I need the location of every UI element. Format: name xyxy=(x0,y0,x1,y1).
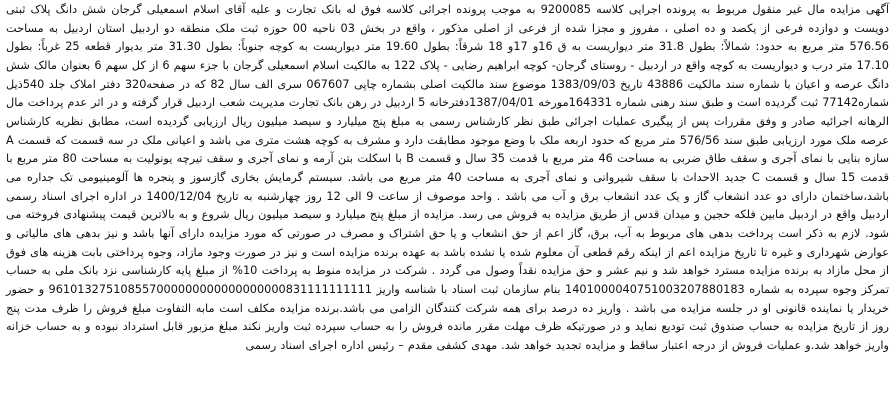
auction-notice-body: آگهی مزایده مال غیر منقول مربوط به پرونده اجرایی کلاسه 9200085 به موجب پرونده اجرائی کلاسه فوق له بانک تجارت و علیه آقای اسلام اسمعیلی گرجان شش دانگ پلاک ثبتی دویست و دوازده فرعی از یکصد و ده اصلی ، مفروز و مجزا شده از فرعی از اصلی مذکور ، واقع در بخش 03 ناحیه 00 حوزه ثبت ملک منطقه دو اردبیل استان اردبیل به مساحت 576.56 متر مربع به حدود: شمالاً: بطول 31.8 متر دیواریست به ق 16و 17و 18 شرقاً: بطول 19.60 متر دیواریست به کوچه جنوباً: بطول 31.30 متر بدیوار قطعه 25 غرباً: بطول 17.10 متر درب و دیواریست به کوچه واقع در اردبیل - روستای گرجان- کوچه ابراهیم رضایی - پلاک 122 به مالکیت اسلام اسمعیلی گرجان با جزء سهم 6 از کل سهم 6 بعنوان مالک شش دانگ عرصه و اعیان با شماره سند مالکیت 43886 تاریخ 1383/09/03 موضوع سند مالکیت اصلی بشماره چاپی 067607 سری الف سال 82 که در صفحه320 دفتر املاک جلد 540ذیل شماره77142 ثبت گردیده است و طبق سند رهنی شماره 164331مورخه 1387/04/01دفترخانه 5 اردبیل در رهن بانک تجارت مدیریت شعب اردبیل قرار گرفته و در اثر عدم پرداخت مال الرهانه اجرائیه صادر و وفق مقررات پس از پیگیری عملیات اجرائی طبق نظر کارشناس رسمی به مبلغ پنج میلیارد و سیصد میلیون ریال ارزیابی گردیده است، مطابق نظریه کارشناس عرصه ملک مورد ارزیابی طبق سند 576/56 متر مربع که حدود اربعه ملک با وضع موجود مطابقت دارد و مشرف به کوچه هشت متری می باشد و اعیانی ملک در سه قسمت که قسمت A سازه بنایی با نمای آجری و سقف طاق ضربی به مساحت 46 متر مربع با قدمت 35 سال و قسمت B با اسکلت بتن آرمه و نمای آجری و سقف تیرچه یونولیت به مساحت 80 متر مربع با قدمت 15 سال و قسمت C جدید الاحداث با سقف شیروانی و نمای آجری به مساحت 40 متر مربع می باشد. سیستم گرمایش بخاری گازسوز و پنجره ها آلومینیومی تک جداره می باشد،ساختمان دارای دو عدد انشعاب گاز و یک عدد انشعاب برق و آب می باشد . واحد موصوف از ساعت 9 الی 12 روز چهارشنبه به تاریخ 1400/12/04 در اداره اجرای اسناد رسمی اردبیل واقع در اردبیل مابین فلکه حجین و میدان قدس از طریق مزایده به فروش می رسد. مزایده از مبلغ پنج میلیارد و سیصد میلیون ریال شروع و به بالاترین قیمت پیشنهادی فروخته می شود. لازم به ذکر است پرداخت بدهی های مربوط به آب، برق، گاز اعم از حق انشعاب و یا حق اشتراک و مصرف در صورتی که مورد مزایده دارای آنها باشد و نیز بدهی های مالیاتی و عوارض شهرداری و غیره تا تاریخ مزایده اعم از اینکه رقم قطعی آن معلوم شده یا نشده باشد به عهده برنده مزایده است و نیز در صورت وجود مازاد، وجوه پرداختی بابت هزینه های فوق از محل مازاد به برنده مزایده مسترد خواهد شد و نیم عشر و حق مزایده نقداً وصول می گردد . شرکت در مزایده منوط به پرداخت 10% از مبلغ پایه کارشناسی نزد بانک ملی به حساب تمرکز وجوه سپرده به شماره 1401000040751003207880183 بنام سازمان ثبت اسناد با شناسه واریز 961013275108557000000000000000000831111111111 و حضور خریدار یا نماینده قانونی او در جلسه مزایده می باشد . واریز ده درصد برای همه شرکت کنندگان الزامی می باشد.برنده مزایده مکلف است مابه التفاوت مبلغ فروش را ظرف مدت پنج روز از تاریخ مزایده به حساب صندوق ثبت تودیع نماید و در صورتیکه ظرف مهلت مقرر مانده فروش را به حساب سپرده ثبت واریز نکند مبلغ مزبور قابل استرداد نبوده و به حساب خزانه واریز خواهد شد.و عملیات فروش از درجه اعتبار ساقط و مزایده تجدید خواهد شد. مهدی کشفی مقدم – رئیس اداره اجرای اسناد رسمی xyxy=(6,3,890,352)
